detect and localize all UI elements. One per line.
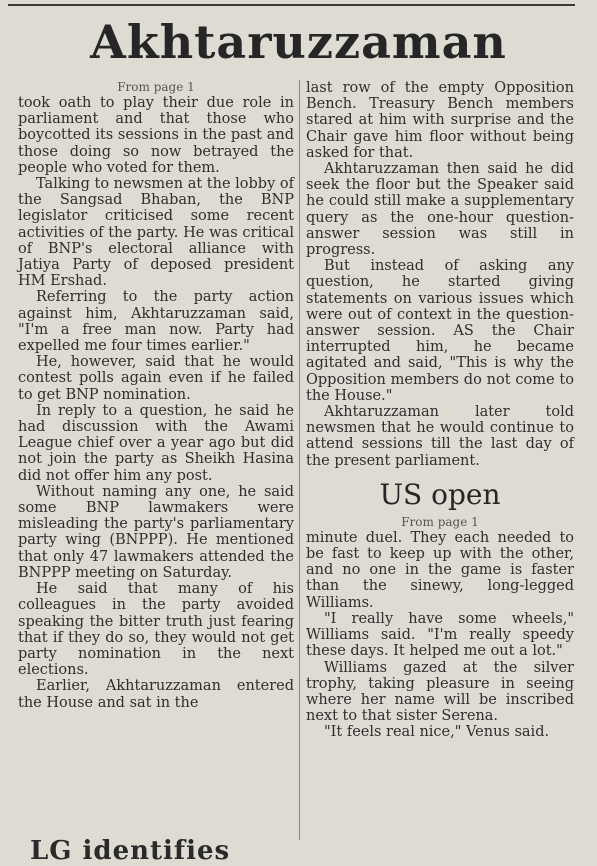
article-paragraph: In reply to a question, he said he had discussion with the Awami League chief over a year ago but did not join the party as Sheikh Hasina did not offer him any post.: [18, 402, 294, 484]
article-paragraph: He, however, said that he would contest polls again even if he failed to get BNP nomination.: [18, 354, 294, 403]
second-story-paragraph: minute duel. They each needed to be fast to keep up with the other, and no one in the game is faster than the sinewy, long-legged Williams.: [306, 529, 574, 611]
column-divider: [299, 80, 300, 840]
article-paragraph: Talking to newsmen at the lobby of the Sangsad Bhaban, the BNP legislator criticised some recent activities of the party. He was critical of BNP's electoral alliance with Jatiya Party of deposed president HM Ershad.: [18, 176, 294, 290]
jump-line: From page 1: [117, 80, 195, 94]
second-story-paragraph: Williams gazed at the silver trophy, taking pleasure in seeing where her name will be inscribed next to that sister Serena.: [306, 659, 574, 725]
second-story-paragraph: "I really have some wheels," Williams said. "I'm really speedy these days. It helped me out a lot.": [306, 610, 574, 660]
article-paragraph: Referring to the party action against him, Akhtaruzzaman said, "I'm a free man now. Party had expelled me four times earlier.": [18, 289, 294, 355]
next-headline-fragment: LG identifies: [30, 836, 231, 866]
article-paragraph: Akhtaruzzaman then said he did seek the floor but the Speaker said he could still make a supplementary query as the one-hour question-answer session was still in progress.: [306, 161, 574, 259]
article-paragraph: He said that many of his colleagues in the party avoided speaking the bitter truth just fearing that if they do so, they would not get party nomination in the next elections.: [18, 581, 294, 679]
article-paragraph: Earlier, Akhtaruzzaman entered the House and sat in the: [18, 678, 294, 711]
left-column: [18, 80, 294, 711]
second-story-paragraph: "It feels real nice," Venus said.: [324, 724, 550, 741]
second-story-headline: US open: [379, 477, 501, 511]
article-paragraph: took oath to play their due role in parliament and that those who boycotted its sessions in the past and those doing so now betrayed the people who voted for them.: [18, 95, 294, 176]
second-story-jump-line: From page 1: [401, 514, 479, 529]
article-paragraph: Akhtaruzzaman later told newsmen that he would continue to attend sessions till the last day of the present parliament.: [306, 404, 574, 469]
article-paragraph: Without naming any one, he said some BNP lawmakers were misleading the party's parliamentary party wing (BNPPP). He mentioned that only 47 lawmakers attended the BNPPP meeting on Saturday.: [18, 483, 294, 581]
page-headline: Akhtaruzzaman: [90, 15, 507, 69]
right-column: [306, 80, 574, 741]
top-rule: [8, 4, 575, 6]
article-paragraph: But instead of asking any question, he started giving statements on various issues which were out of context in the question-answer session. AS the Chair interrupted him, he became agitated and said, "This is why the Opposition members do not come to the House.": [306, 258, 574, 404]
article-paragraph: last row of the empty Opposition Bench. Treasury Bench members stared at him with surprise and the Chair gave him floor without being asked for that.: [306, 80, 574, 161]
